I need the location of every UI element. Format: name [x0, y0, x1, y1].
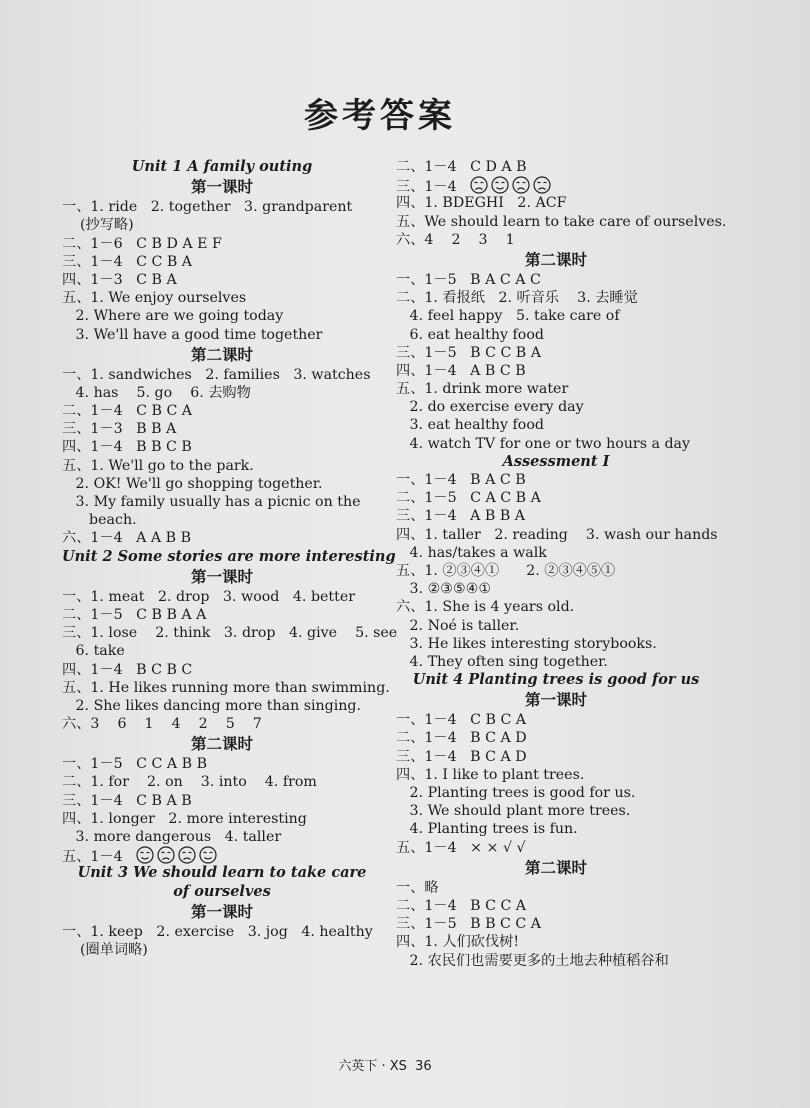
answer-line: 3. My family usually has a picnic on the	[62, 494, 361, 510]
answer-line: 3. ②③⑤④①	[396, 581, 492, 598]
answer-line: 一、1－5 B A C A C	[396, 271, 541, 288]
answer-line: 4. has/takes a walk	[396, 544, 547, 561]
answer-line: 三、1－4 B C A D	[396, 748, 527, 765]
lesson-heading: 第一课时	[190, 902, 253, 921]
answer-line: beach.	[62, 512, 137, 529]
answer-line: 二、1－4 B C A D	[396, 730, 527, 747]
answer-line: 六、1. She is 4 years old.	[396, 599, 575, 616]
answer-line: 五、1. drink more water	[396, 381, 569, 398]
answer-line: 二、1－5 C A C B A	[396, 490, 541, 507]
unit-heading: of ourselves	[173, 882, 271, 900]
answer-line: 4. feel happy 5. take care of	[396, 308, 620, 325]
answer-line: 二、1－4 B C C A	[396, 897, 527, 914]
unit-heading: Unit 2 Some stories are more interesting	[62, 547, 396, 565]
answer-line: 五、1. We'll go to the park.	[62, 457, 254, 474]
answer-line: 2. 农民们也需要更多的土地去种植稻谷和	[396, 952, 669, 969]
answer-line: 3. He likes interesting storybooks.	[396, 635, 657, 652]
answer-line: 二、1－4 C D A B	[396, 159, 527, 175]
answer-line: 2. OK! We'll go shopping together.	[62, 475, 323, 492]
answer-line: 四、1. longer 2. more interesting	[62, 810, 307, 827]
answer-text: 三、1－4	[396, 179, 471, 196]
answer-line: 五、We should learn to take care of ourselves.	[396, 213, 727, 230]
unit-heading: Unit 1 A family outing	[131, 158, 313, 175]
answer-line: 一、1. ride 2. together 3. grandparent	[62, 199, 353, 216]
answer-line: 6. eat healthy food	[396, 326, 544, 343]
unit-heading: Unit 4 Planting trees is good for us	[412, 671, 700, 689]
lesson-heading: 第二课时	[524, 858, 587, 877]
answer-line: 五、1. We enjoy ourselves	[62, 290, 247, 307]
answer-line: 二、1－6 C B D A E F	[62, 235, 222, 252]
answer-line: 2. She likes dancing more than singing.	[62, 697, 362, 714]
answer-line: (抄写略)	[80, 217, 134, 234]
answer-line: 一、1. sandwiches 2. families 3. watches	[62, 366, 371, 383]
answer-line: 三、1－4 C C B A	[62, 253, 193, 270]
lesson-heading: 第二课时	[190, 345, 253, 364]
answer-line: 2. Where are we going today	[62, 308, 284, 325]
answer-line: 二、1－5 C B B A A	[62, 606, 207, 623]
answer-line: 四、1. I like to plant trees.	[396, 766, 585, 783]
answer-line: 4. has 5. go 6. 去购物	[62, 384, 251, 401]
answer-line: 四、1. 人们砍伐树!	[396, 934, 520, 951]
answer-line: 四、1－4 A B C B	[396, 362, 526, 379]
answer-line	[396, 176, 716, 194]
answer-line: 四、1. taller 2. reading 3. wash our hands	[396, 526, 718, 543]
answer-line: 四、1. BDEGHI 2. ACF	[396, 195, 567, 212]
answer-line: 3. We should plant more trees.	[396, 803, 631, 820]
answer-line: 2. Planting trees is good for us.	[396, 785, 636, 801]
lesson-heading: 第二课时	[190, 735, 253, 754]
answer-line: 一、略	[396, 879, 439, 896]
answer-line: 五、1－4 × × √ √	[396, 839, 526, 856]
answer-line: (圈单词略)	[80, 941, 148, 958]
unit-heading: Unit 3 We should learn to take care	[77, 864, 367, 882]
answer-line: 三、1－4 A B B A	[396, 508, 526, 525]
right-column	[396, 158, 727, 970]
answer-line: 三、1－4 C B A B	[62, 792, 192, 809]
answer-line: 4. Planting trees is fun.	[396, 821, 578, 838]
answer-line: 4. watch TV for one or two hours a day	[396, 435, 691, 452]
answer-line: 一、1. meat 2. drop 3. wood 4. better	[62, 588, 356, 605]
answer-line: 二、1－4 C B C A	[62, 403, 193, 420]
answer-line: 3. more dangerous 4. taller	[62, 829, 282, 845]
answer-line: 一、1－4 B A C B	[396, 472, 526, 488]
answer-line: 2. Noé is taller.	[396, 617, 520, 634]
answer-line: 3. eat healthy food	[396, 417, 544, 434]
answer-line: 一、1－4 C B C A	[396, 712, 527, 729]
answer-line: 六、4 2 3 1	[396, 231, 515, 248]
answer-line: 2. do exercise every day	[396, 399, 584, 416]
answer-line: 五、1. ②③④① 2. ②③④⑤①	[396, 562, 616, 579]
answer-line: 6. take	[62, 643, 125, 660]
footer-label: 六英下 · XS	[338, 1059, 407, 1074]
lesson-heading: 第一课时	[524, 691, 587, 710]
answer-line: 一、1. keep 2. exercise 3. jog 4. healthy	[62, 923, 373, 940]
answer-line: 四、1－3 C B A	[62, 271, 177, 288]
answer-line: 六、1－4 A A B B	[62, 530, 192, 547]
answer-line: 二、1. 看报纸 2. 听音乐 3. 去睡觉	[396, 290, 638, 307]
unit-heading: Assessment Ⅰ	[502, 452, 610, 470]
answer-line: 三、1－5 B C C B A	[396, 344, 541, 361]
lesson-heading: 第一课时	[190, 567, 253, 586]
answer-line: 3. We'll have a good time together	[62, 326, 323, 343]
answer-line: 四、1－4 B B C B	[62, 439, 192, 456]
answer-line	[62, 846, 382, 864]
page-title: 参考答案	[304, 96, 456, 136]
lesson-heading: 第二课时	[524, 250, 587, 269]
left-column	[62, 158, 398, 959]
answer-line: 三、1－3 B B A	[62, 421, 177, 438]
answer-line: 二、1. for 2. on 3. into 4. from	[62, 774, 317, 791]
answer-line: 一、1－5 C C A B B	[62, 756, 207, 773]
answer-line: 五、1. He likes running more than swimming.	[62, 679, 390, 696]
answer-line: 4. They often sing together.	[396, 653, 608, 670]
page-number: 36	[415, 1059, 432, 1074]
answer-text: 五、1－4	[62, 849, 137, 866]
answer-line: 三、1. lose 2. think 3. drop 4. give 5. see	[62, 625, 398, 642]
page-footer	[0, 1055, 770, 1074]
answer-line: 四、1－4 B C B C	[62, 661, 193, 678]
answer-line: 三、1－5 B B C C A	[396, 916, 541, 933]
lesson-heading: 第一课时	[190, 178, 253, 197]
answer-line: 六、3 6 1 4 2 5 7	[62, 716, 262, 733]
